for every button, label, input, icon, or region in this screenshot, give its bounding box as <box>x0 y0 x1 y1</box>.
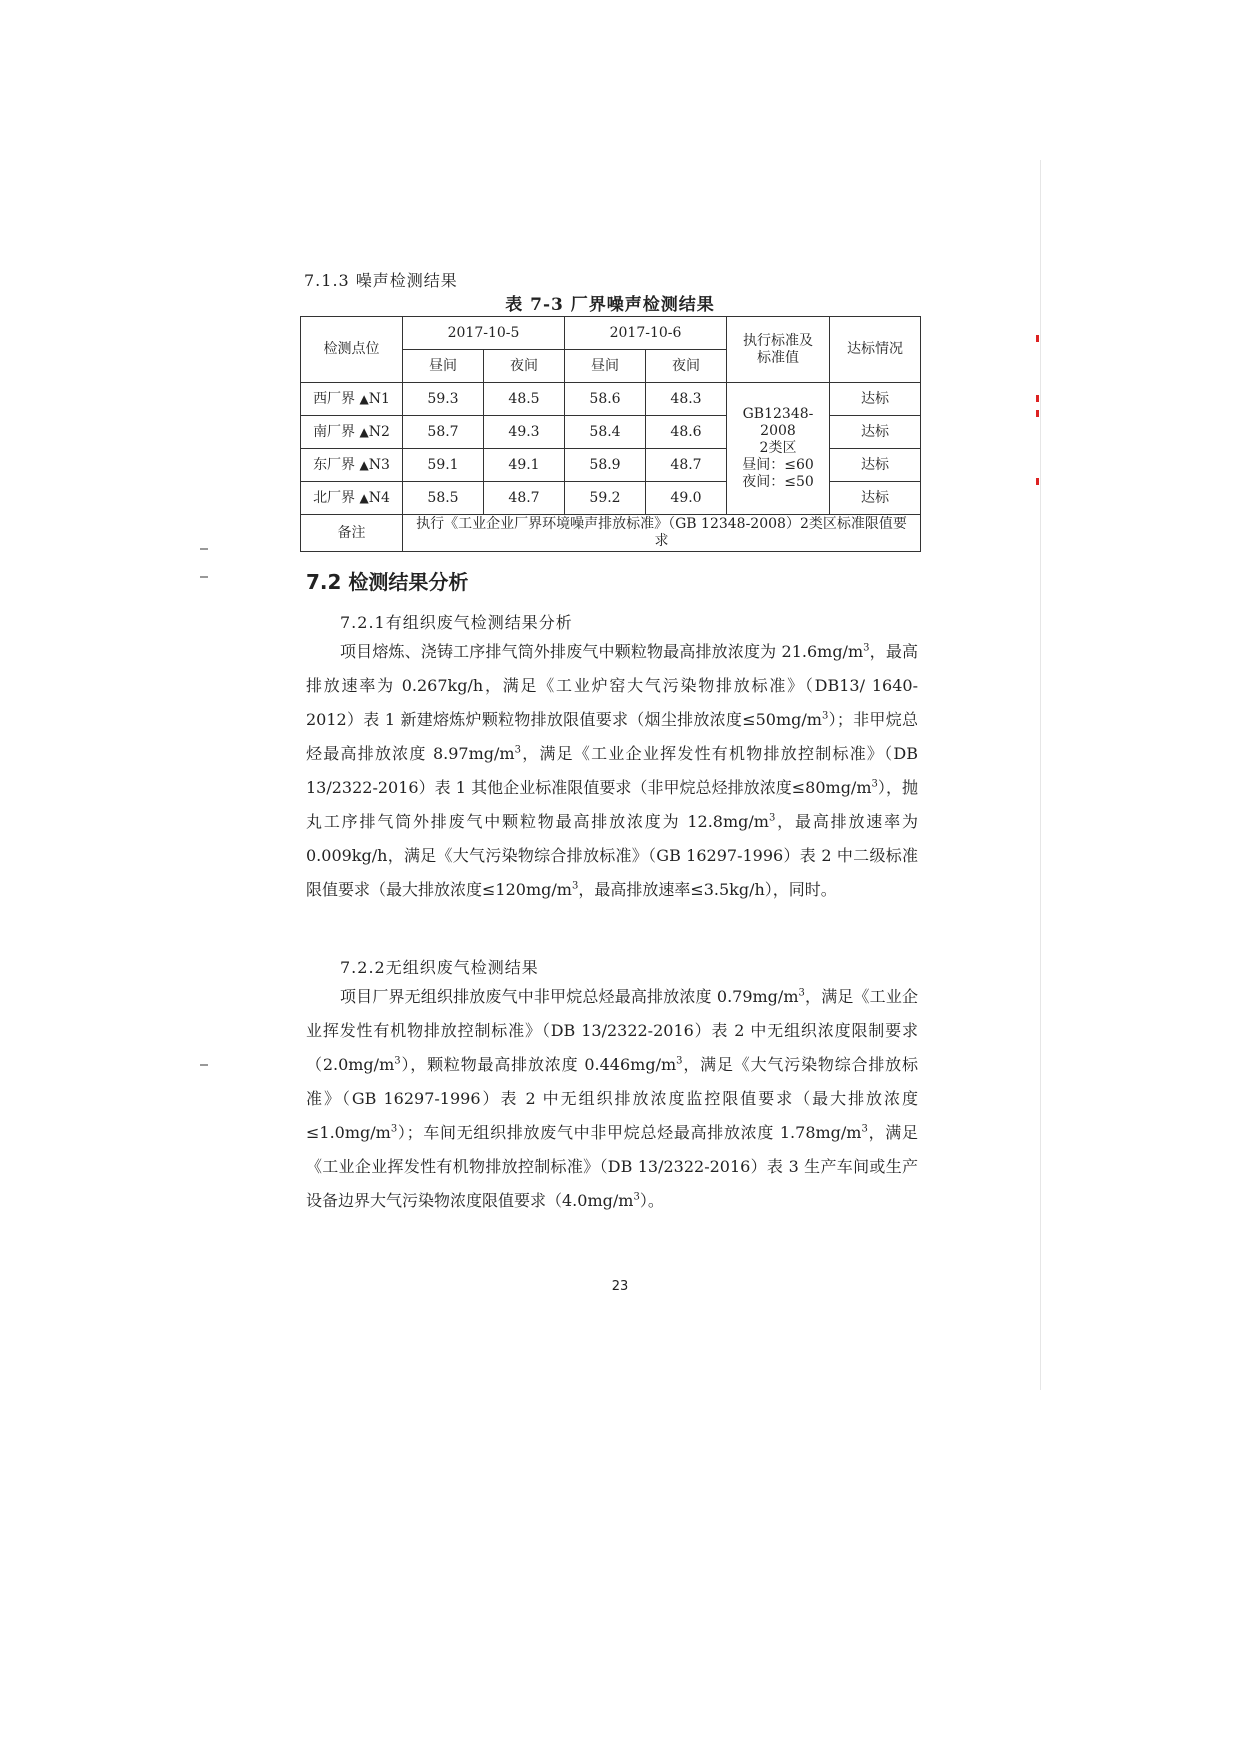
header-status: 达标情况 <box>830 317 921 383</box>
table-caption: 表 7-3 厂界噪声检测结果 <box>505 295 715 315</box>
cell-value: 48.6 <box>646 416 727 449</box>
scan-speck <box>200 548 208 550</box>
cell-value: 48.7 <box>484 482 565 515</box>
cell-point: 西厂界 ▲N1 <box>301 383 403 416</box>
table-row <box>301 383 921 416</box>
cell-value: 58.7 <box>403 416 484 449</box>
cell-point: 南厂界 ▲N2 <box>301 416 403 449</box>
header-night: 夜间 <box>484 350 565 383</box>
cell-value: 48.3 <box>646 383 727 416</box>
cell-value: 58.9 <box>565 449 646 482</box>
section-heading-7-2-2: 7.2.2无组织废气检测结果 <box>340 958 539 977</box>
scan-edge-mark <box>1036 335 1039 342</box>
cell-value: 58.6 <box>565 383 646 416</box>
header-date-1: 2017-10-5 <box>403 317 565 350</box>
scan-edge-mark <box>1036 395 1039 402</box>
cell-value: 49.0 <box>646 482 727 515</box>
scan-speck <box>200 576 208 578</box>
cell-status: 达标 <box>830 416 921 449</box>
header-standard: 执行标准及标准值 <box>727 317 830 383</box>
cell-value: 49.3 <box>484 416 565 449</box>
remark-label: 备注 <box>301 515 403 552</box>
cell-status: 达标 <box>830 482 921 515</box>
header-day: 昼间 <box>403 350 484 383</box>
cell-value: 49.1 <box>484 449 565 482</box>
section-heading-7-2: 7.2 检测结果分析 <box>306 570 469 594</box>
header-night: 夜间 <box>646 350 727 383</box>
cell-value: 58.5 <box>403 482 484 515</box>
cell-value: 48.7 <box>646 449 727 482</box>
cell-value: 58.4 <box>565 416 646 449</box>
noise-results-table <box>300 316 921 552</box>
paragraph-organized-emissions: 项目熔炼、浇铸工序排气筒外排废气中颗粒物最高排放浓度为 $21.6mg/m^3$，最高排放速率为 0.267kg/h，满足《工业炉窑大气污染物排放标准》（DB13/ 1640-2012）表 1 新建熔炼炉颗粒物排放限值要求（烟尘排放浓度$\le 50mg/m^3$）；非甲烷总烃最高排放浓度 $8.97mg/m^3$，满足《工业企业挥发性有机物排放控制标准》（DB 13/2322-2016）表 1 其他企业标准限值要求（非甲烷总烃排放浓度$\le 80mg/m^3$），抛丸工序排气筒外排废气中颗粒物最高排放浓度为 $12.8mg/m^3$，最高排放速率为 0.009kg/h，满足《大气污染物综合排放标准》（GB 16297-1996）表 2 中二级标准限值要求（最大排放浓度$\le 120mg/m^3$，最高排放速率≤3.5kg/h），同时。 <box>306 642 918 899</box>
scan-edge-mark <box>1036 478 1039 485</box>
section-heading-7-2-1: 7.2.1有组织废气检测结果分析 <box>340 613 573 632</box>
header-day: 昼间 <box>565 350 646 383</box>
scan-speck <box>200 1064 208 1066</box>
cell-value: 59.3 <box>403 383 484 416</box>
triangle-marker-icon: ▲ <box>359 391 369 406</box>
triangle-marker-icon: ▲ <box>359 457 369 472</box>
section-heading-7-1-3: 7.1.3 噪声检测结果 <box>304 271 458 290</box>
cell-standard-value: GB12348-2008 2类区 昼间：≤60 夜间：≤50 <box>727 383 830 515</box>
header-date-2: 2017-10-6 <box>565 317 727 350</box>
remark-text: 执行《工业企业厂界环境噪声排放标准》（GB 12348-2008）2类区标准限值要求 <box>403 515 921 552</box>
header-point: 检测点位 <box>301 317 403 383</box>
page-number: 23 <box>611 1279 629 1294</box>
cell-value: 59.1 <box>403 449 484 482</box>
cell-point: 东厂界 ▲N3 <box>301 449 403 482</box>
cell-status: 达标 <box>830 449 921 482</box>
table-remark-row <box>301 515 921 552</box>
scan-page-edge <box>1040 160 1041 1390</box>
cell-value: 48.5 <box>484 383 565 416</box>
triangle-marker-icon: ▲ <box>359 424 369 439</box>
scan-edge-mark <box>1036 410 1039 417</box>
table-header-row <box>301 317 921 350</box>
cell-status: 达标 <box>830 383 921 416</box>
paragraph-fugitive-emissions: 项目厂界无组织排放废气中非甲烷总烃最高排放浓度 $0.79mg/m^3$，满足《工业企业挥发性有机物排放控制标准》（DB 13/2322-2016）表 2 中无组织浓度限制要求$(2.0mg/m^3)$，颗粒物最高排放浓度 $0.446mg/m^3$，满足《大气污染物综合排放标准》（GB 16297-1996）表 2 中无组织排放浓度监控限值要求（最大排放浓度$\le 1.0mg/m^3$）；车间无组织排放废气中非甲烷总烃最高排放浓度 $1.78mg/m^3$，满足《工业企业挥发性有机物排放控制标准》（DB 13/2322-2016）表 3 生产车间或生产设备边界大气污染物浓度限值要求$(4.0mg/m^3)$。 <box>306 987 918 1210</box>
triangle-marker-icon: ▲ <box>359 490 369 505</box>
cell-value: 59.2 <box>565 482 646 515</box>
cell-point: 北厂界 ▲N4 <box>301 482 403 515</box>
